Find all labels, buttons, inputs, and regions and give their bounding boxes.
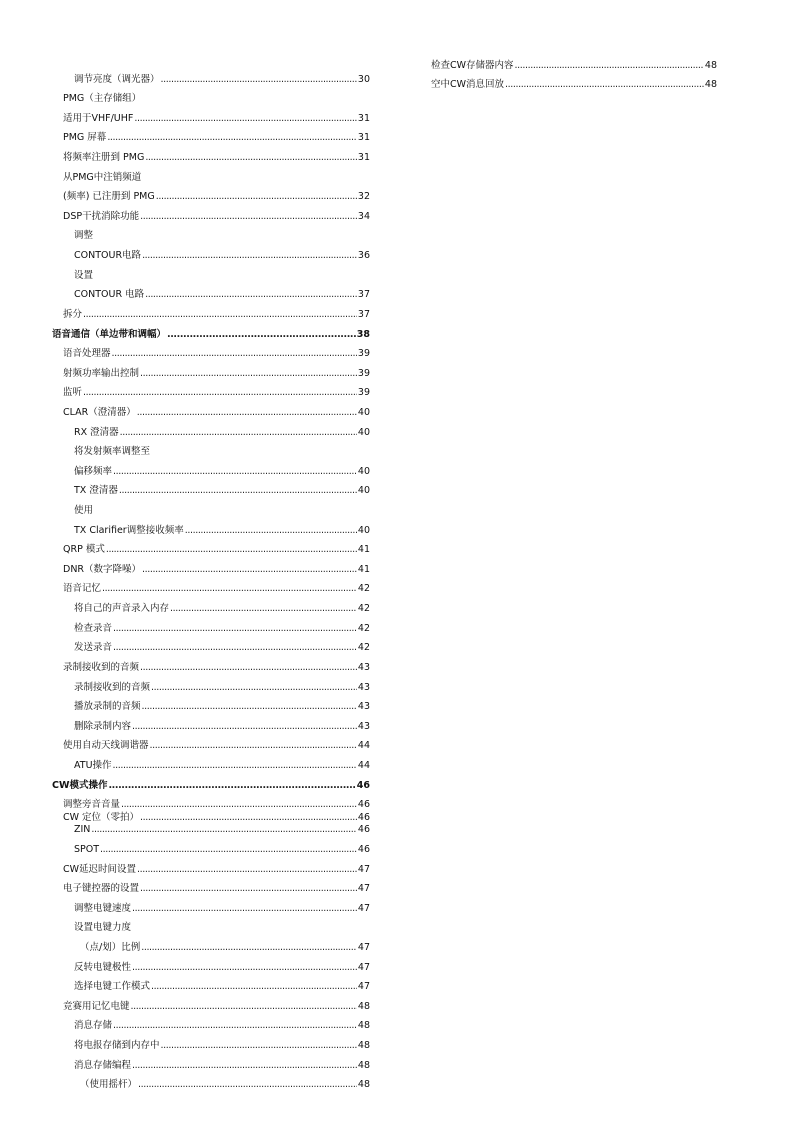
toc-entry-title: CW延迟时间设置 [63, 863, 137, 875]
toc-entry-title: 发送录音 [74, 642, 113, 654]
toc-entry-title: ZIN [74, 824, 91, 836]
toc-page-number: 36 [357, 250, 370, 262]
toc-entry[interactable] [52, 752, 370, 772]
toc-entry[interactable] [52, 242, 370, 262]
toc-entry[interactable] [52, 1072, 370, 1092]
toc-page-number: 31 [357, 132, 370, 144]
toc-page-number: 46 [357, 799, 370, 811]
toc-entry[interactable] [52, 876, 370, 896]
toc-dot-leader [142, 564, 357, 576]
toc-entry-title: （点/划）比例 [80, 942, 141, 953]
toc-entry[interactable] [52, 360, 370, 380]
toc-entry-title: 调整电键速度 [74, 902, 132, 914]
toc-entry[interactable] [52, 380, 370, 400]
toc-dot-leader [91, 824, 356, 836]
toc-entry-title: 调整旁音音量 [63, 799, 121, 811]
toc-entry[interactable] [52, 836, 370, 856]
toc-dot-leader [131, 1001, 357, 1013]
toc-left-column [52, 66, 370, 1091]
toc-page-number: 48 [704, 79, 717, 91]
toc-entry[interactable] [52, 399, 370, 419]
toc-entry[interactable] [52, 301, 370, 321]
toc-entry-title: 适用于VHF/UHF [63, 112, 134, 124]
toc-entry-title: 检查录音 [74, 622, 113, 634]
toc-page-number: 42 [357, 583, 370, 595]
toc-dot-leader [150, 740, 357, 752]
toc-entry-title: 设置 [74, 269, 94, 281]
toc-entry-title: 调节亮度（调光器） [74, 73, 160, 85]
toc-dot-leader [138, 1079, 357, 1091]
toc-entry[interactable] [52, 635, 370, 655]
toc-entry-title: DSP干扰消除功能 [63, 210, 140, 222]
toc-entry-title: PMG（主存储组） [63, 93, 142, 105]
toc-entry[interactable] [52, 66, 370, 86]
toc-page-number: 46 [356, 779, 370, 791]
toc-dot-leader [505, 79, 704, 91]
toc-dot-leader [161, 1040, 357, 1052]
toc-entry-title: 播放录制的音频 [74, 701, 141, 713]
toc-page-number: 43 [357, 701, 370, 713]
toc-dot-leader [134, 113, 357, 125]
toc-entry-title: (频率) 已注册到 PMG [63, 191, 155, 203]
toc-page-number: 48 [704, 59, 717, 71]
toc-dot-leader [113, 642, 357, 654]
toc-page-number: 47 [357, 942, 370, 953]
toc-dot-leader [107, 132, 357, 144]
toc-entry-title: CW 定位（零拍） [63, 811, 140, 823]
toc-entry[interactable] [52, 1013, 370, 1033]
toc-entry-title: 使用自动天线调谐器 [63, 740, 149, 752]
toc-entry-title: 选择电键工作模式 [74, 981, 151, 993]
toc-entry-title: 消息存储 [74, 1020, 113, 1032]
toc-entry[interactable] [52, 556, 370, 576]
toc-dot-leader [132, 962, 357, 974]
toc-entry-title: 语音处理器 [63, 348, 111, 360]
toc-entry-title: TX Clarifier调整接收频率 [74, 524, 184, 536]
toc-entry-title: 录制接收到的音频 [74, 681, 151, 693]
toc-dot-leader [156, 191, 357, 203]
toc-dot-leader [113, 1020, 357, 1032]
toc-page-number: 30 [357, 73, 370, 85]
toc-entry-title: SPOT [74, 843, 100, 855]
toc-entry[interactable] [52, 674, 370, 694]
toc-page-number: 32 [357, 191, 370, 203]
toc-entry[interactable] [52, 895, 370, 915]
toc-page-number: 46 [357, 843, 370, 855]
toc-page-number: 42 [357, 622, 370, 634]
toc-dot-leader [137, 864, 357, 876]
toc-page-number: 48 [357, 1079, 370, 1091]
toc-entry-title: 将自己的声音录入内存 [74, 603, 170, 615]
toc-entry[interactable] [52, 595, 370, 615]
toc-dot-leader [83, 309, 357, 321]
toc-entry[interactable] [52, 262, 370, 282]
toc-entry-title: 电子键控器的设置 [63, 883, 140, 895]
toc-entry-title: 语音通信（单边带和调幅） [52, 328, 167, 340]
toc-dot-leader [141, 942, 357, 954]
toc-dot-leader [151, 981, 357, 993]
toc-entry-title: 语音记忆 [63, 583, 102, 595]
toc-page-number: 40 [357, 406, 370, 418]
toc-dot-leader [167, 329, 356, 341]
toc-dot-leader [140, 211, 357, 223]
toc-dot-leader [108, 780, 355, 792]
toc-entry[interactable] [52, 537, 370, 557]
toc-entry[interactable] [420, 72, 717, 92]
toc-entry[interactable] [52, 654, 370, 674]
toc-dot-leader [100, 844, 357, 856]
toc-entry[interactable] [52, 282, 370, 302]
toc-page-number: 48 [357, 1020, 370, 1032]
toc-dot-leader [140, 368, 357, 380]
toc-entry-title: 检查CW存储器内容 [431, 59, 514, 71]
toc-page-number: 44 [357, 759, 370, 771]
toc-dot-leader [102, 583, 357, 595]
toc-entry-title: 偏移频率 [74, 465, 113, 477]
toc-page-number: 39 [357, 348, 370, 360]
toc-page-number: 34 [357, 210, 370, 222]
toc-entry-title: DNR（数字降噪） [63, 563, 142, 575]
toc-entry[interactable] [420, 52, 717, 72]
toc-entry-title: 消息存储编程 [74, 1059, 132, 1071]
toc-page-number: 39 [357, 367, 370, 379]
toc-page-number: 42 [357, 642, 370, 654]
toc-dot-leader [151, 682, 357, 694]
toc-page-number: 38 [356, 328, 370, 340]
toc-dot-leader [106, 544, 357, 556]
toc-entry[interactable] [52, 125, 370, 145]
toc-entry[interactable] [52, 934, 370, 954]
toc-page-number: 46 [357, 811, 370, 823]
toc-entry-title: 录制接收到的音频 [63, 661, 140, 673]
toc-entry[interactable] [52, 1032, 370, 1052]
toc-dot-leader [132, 721, 357, 733]
toc-entry-title: CLAR（澄清器） [63, 406, 136, 418]
toc-entry[interactable] [52, 419, 370, 439]
toc-entry-title: RX 澄清器 [74, 426, 119, 438]
toc-right-column [420, 52, 717, 91]
toc-dot-leader [170, 603, 357, 615]
toc-entry-title: （使用摇杆） [80, 1079, 138, 1091]
toc-entry[interactable] [52, 713, 370, 733]
toc-entry-title: ATU操作 [74, 759, 112, 771]
toc-dot-leader [120, 427, 357, 439]
toc-entry[interactable] [52, 458, 370, 478]
toc-entry[interactable] [52, 993, 370, 1013]
toc-page-number: 37 [357, 308, 370, 320]
toc-entry[interactable] [52, 184, 370, 204]
toc-entry[interactable] [52, 954, 370, 974]
toc-entry-title: 从PMG中注销频道 [63, 171, 142, 183]
toc-dot-leader [137, 407, 357, 419]
toc-entry[interactable] [52, 478, 370, 498]
toc-page-number: 41 [357, 544, 370, 556]
toc-page-number: 39 [357, 387, 370, 399]
toc-entry[interactable] [52, 105, 370, 125]
toc-entry-title: CONTOUR电路 [74, 250, 142, 262]
toc-page-number: 43 [357, 720, 370, 732]
toc-entry[interactable] [52, 811, 370, 824]
toc-dot-leader [515, 60, 704, 72]
toc-dot-leader [113, 623, 357, 635]
toc-entry-title: 将电报存储到内存中 [74, 1040, 160, 1052]
toc-page-number: 40 [357, 485, 370, 497]
toc-entry-title: PMG 屏幕 [63, 132, 107, 144]
toc-dot-leader [121, 799, 357, 811]
toc-dot-leader [140, 883, 357, 895]
toc-entry-title: 设置电键力度 [74, 922, 132, 934]
toc-page-number: 40 [357, 524, 370, 536]
toc-page-number: 44 [357, 740, 370, 752]
toc-page-number: 46 [357, 824, 370, 836]
toc-page-number: 48 [357, 1059, 370, 1071]
toc-entry[interactable] [52, 86, 370, 106]
toc-dot-leader [113, 466, 357, 478]
toc-entry[interactable] [52, 856, 370, 876]
toc-page-number: 31 [357, 152, 370, 164]
toc-page-number: 40 [357, 465, 370, 477]
toc-entry[interactable] [52, 497, 370, 517]
toc-page-number: 47 [357, 883, 370, 895]
toc-page-number: 43 [357, 661, 370, 673]
toc-entry[interactable] [52, 974, 370, 994]
toc-dot-leader [161, 74, 357, 86]
toc-entry[interactable] [52, 164, 370, 184]
toc-entry-title: CW模式操作 [52, 779, 108, 791]
toc-entry[interactable] [52, 772, 370, 792]
toc-entry[interactable] [52, 792, 370, 812]
toc-entry-title: 空中CW消息回放 [431, 79, 505, 91]
toc-page-number: 48 [357, 1040, 370, 1052]
toc-page-number: 31 [357, 112, 370, 124]
toc-entry-title: 反转电键极性 [74, 961, 132, 973]
toc-page-number: 47 [357, 863, 370, 875]
toc-entry-title: 监听 [63, 387, 83, 399]
toc-page-number: 42 [357, 603, 370, 615]
toc-entry[interactable] [52, 321, 370, 341]
toc-page-number: 47 [357, 981, 370, 993]
toc-dot-leader [113, 760, 357, 772]
toc-entry-title: 调整 [74, 230, 94, 242]
toc-entry[interactable] [52, 733, 370, 753]
toc-entry-title: 将发射频率调整至 [74, 446, 151, 458]
toc-entry-title: 射频功率输出控制 [63, 367, 140, 379]
toc-dot-leader [132, 1060, 357, 1072]
toc-dot-leader [140, 662, 357, 674]
toc-page-number: 41 [357, 563, 370, 575]
toc-page-number: 40 [357, 426, 370, 438]
toc-page-number: 43 [357, 681, 370, 693]
toc-entry[interactable] [52, 439, 370, 459]
toc-entry-title: 删除录制内容 [74, 720, 132, 732]
toc-dot-leader [142, 701, 357, 713]
toc-entry[interactable] [52, 576, 370, 596]
toc-entry-title: 拆分 [63, 308, 83, 320]
toc-entry-title: 将频率注册到 PMG [63, 152, 145, 164]
toc-dot-leader [185, 525, 357, 537]
toc-dot-leader [140, 812, 357, 824]
toc-entry[interactable] [52, 203, 370, 223]
toc-entry[interactable] [52, 1052, 370, 1072]
toc-entry-title: 竞赛用记忆电键 [63, 1000, 130, 1012]
toc-page-number: 48 [357, 1000, 370, 1012]
toc-entry-title: TX 澄清器 [74, 485, 118, 497]
toc-entry[interactable] [52, 144, 370, 164]
toc-page-number: 37 [357, 289, 370, 301]
toc-entry[interactable] [52, 341, 370, 361]
toc-dot-leader [145, 152, 357, 164]
toc-dot-leader [112, 348, 357, 360]
toc-entry-title: CONTOUR 电路 [74, 289, 145, 301]
toc-entry-title: 使用 [74, 505, 94, 517]
toc-entry[interactable] [52, 615, 370, 635]
toc-page-number: 47 [357, 902, 370, 914]
toc-entry[interactable] [52, 694, 370, 714]
toc-entry[interactable] [52, 824, 370, 837]
toc-entry[interactable] [52, 915, 370, 935]
toc-entry[interactable] [52, 517, 370, 537]
toc-entry-title: QRP 模式 [63, 544, 105, 556]
toc-dot-leader [145, 289, 357, 301]
toc-dot-leader [119, 485, 357, 497]
toc-dot-leader [142, 250, 357, 262]
toc-dot-leader [132, 903, 357, 915]
toc-page-number: 47 [357, 961, 370, 973]
toc-dot-leader [83, 387, 357, 399]
toc-entry[interactable] [52, 223, 370, 243]
